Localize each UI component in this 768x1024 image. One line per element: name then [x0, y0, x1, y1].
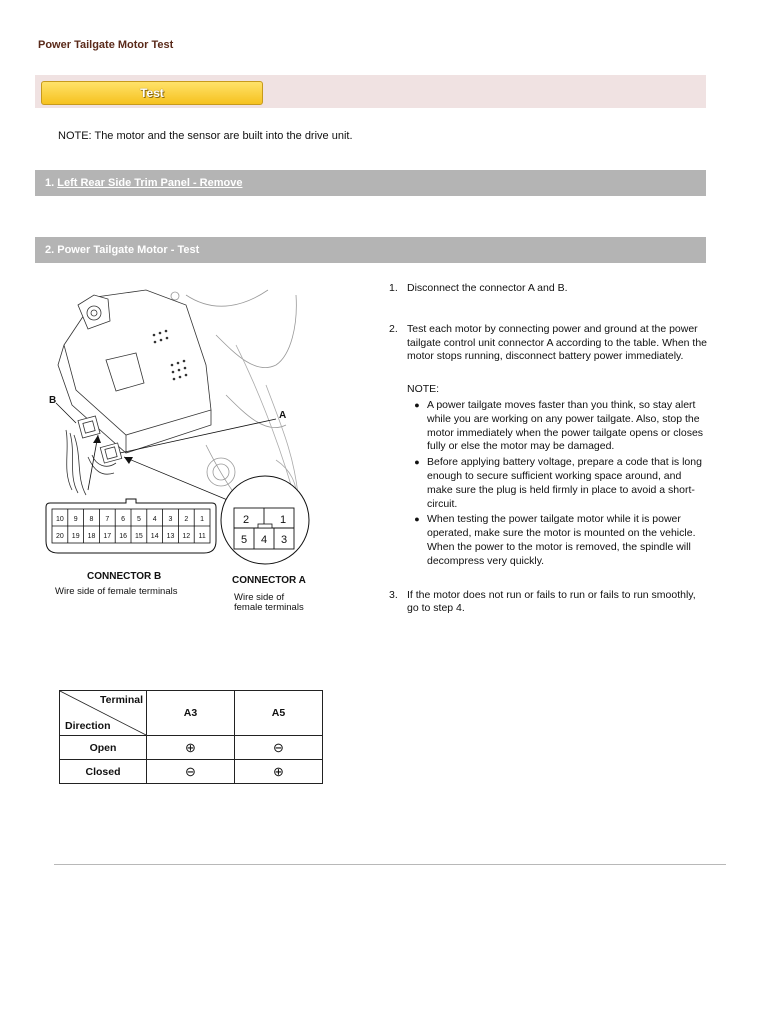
header-direction: Direction — [65, 720, 111, 732]
pin-b4: 4 — [152, 516, 157, 523]
note-block — [407, 383, 709, 568]
pin-a1: 1 — [279, 514, 287, 526]
note-bullet — [407, 513, 709, 568]
section-number: 1. — [45, 177, 55, 189]
pin-a5: 5 — [240, 534, 248, 546]
column-header: A5 — [235, 691, 323, 736]
connector-a-caption-line: Wire side of — [234, 592, 285, 603]
label-a: A — [279, 410, 287, 421]
step-item — [389, 282, 709, 296]
terminal-table — [59, 690, 323, 784]
connector-a-caption-line: female terminals — [234, 602, 304, 613]
procedure-steps — [389, 282, 709, 616]
section-title: Power Tailgate Motor - Test — [57, 244, 200, 256]
section-bar-trim-panel — [35, 170, 706, 196]
connector-b-title: CONNECTOR B — [87, 571, 162, 582]
table-corner-cell — [60, 691, 147, 736]
column-header: A3 — [147, 691, 235, 736]
pin-a2: 2 — [242, 514, 250, 526]
table-header-row — [60, 691, 323, 736]
pin-b19: 19 — [71, 533, 80, 540]
label-b: B — [49, 395, 57, 406]
step-text: If the motor does not run or fails to run or fails to run smoothly, go to step 4. — [407, 588, 696, 615]
pin-b20: 20 — [56, 533, 64, 540]
pin-b13: 13 — [166, 533, 175, 540]
pin-b18: 18 — [87, 533, 96, 540]
pin-b9: 9 — [73, 516, 78, 523]
connector-b-diagram — [46, 499, 216, 553]
polarity-cell: ⊕ — [235, 760, 323, 784]
connector-b-caption: Wire side of female terminals — [55, 586, 178, 597]
note-bullet — [407, 399, 709, 454]
pin-b14: 14 — [150, 533, 159, 540]
pin-b12: 12 — [182, 533, 191, 540]
polarity-cell: ⊕ — [147, 736, 235, 760]
test-band — [35, 75, 706, 108]
step-item — [389, 589, 709, 617]
table-row — [60, 760, 323, 784]
bullet-icon: ● — [414, 457, 420, 468]
pin-b2: 2 — [184, 516, 189, 523]
bullet-icon: ● — [414, 514, 420, 525]
table-row — [60, 736, 323, 760]
pin-b5: 5 — [136, 516, 141, 523]
connector-a-caption — [234, 593, 304, 613]
step-text: Test each motor by connecting power and ground at the power tailgate control unit connector A according to the table. When the motor stops running, disconnect battery power immediately. — [407, 322, 708, 363]
pin-a4: 4 — [260, 534, 268, 546]
pin-b15: 15 — [135, 533, 143, 540]
pin-b11: 11 — [198, 533, 206, 540]
row-label: Open — [60, 736, 147, 760]
section-number: 2. — [45, 244, 55, 256]
step-number: 3. — [389, 588, 398, 601]
drive-unit-note: NOTE: The motor and the sensor are built into the drive unit. — [58, 130, 353, 142]
connector-figure — [36, 285, 336, 620]
note-bullet-text: Before applying battery voltage, prepare a code that is long enough to secure sufficient working space around, and make sure the plug is held firmly in place to avoid a short-circuit. — [427, 456, 702, 510]
pin-b1: 1 — [200, 516, 205, 523]
test-button[interactable]: Test — [41, 81, 263, 105]
step-text: Disconnect the connector A and B. — [407, 282, 568, 294]
row-label: Closed — [60, 760, 147, 784]
step-number: 1. — [389, 282, 398, 294]
connector-a-title: CONNECTOR A — [232, 575, 306, 586]
section-bar-motor-test — [35, 237, 706, 263]
step-item — [389, 323, 709, 364]
page-divider — [54, 864, 726, 865]
drive-unit-illustration — [36, 285, 336, 620]
note-bullet — [407, 456, 709, 511]
pin-b17: 17 — [103, 533, 112, 540]
pin-b8: 8 — [89, 516, 94, 523]
pin-b3: 3 — [168, 516, 173, 523]
pin-b16: 16 — [119, 533, 127, 540]
pin-b7: 7 — [105, 516, 110, 523]
note-heading: NOTE: — [407, 383, 440, 396]
header-terminal: Terminal — [100, 694, 143, 706]
polarity-cell: ⊖ — [147, 760, 235, 784]
polarity-cell: ⊖ — [235, 736, 323, 760]
pin-b10: 10 — [56, 516, 64, 523]
note-bullet-text: When testing the power tailgate motor while it is power operated, make sure the motor is mounted on the vehicle. When the power to the motor is removed, the spindle will decompress very quickly. — [427, 513, 696, 567]
trim-panel-remove-link[interactable]: Left Rear Side Trim Panel - Remove — [57, 177, 243, 189]
step-number: 2. — [389, 322, 398, 335]
pin-a3: 3 — [280, 534, 288, 546]
note-bullet-text: A power tailgate moves faster than you think, so stay alert while you are working on any power tailgate. Also, stop the motor immediately when the power tailgate opens or closes fully or else the motor may be damaged. — [427, 398, 704, 453]
connector-a-diagram — [221, 476, 309, 564]
bullet-icon: ● — [414, 399, 420, 410]
pin-b6: 6 — [121, 516, 126, 523]
page-title: Power Tailgate Motor Test — [38, 39, 174, 51]
